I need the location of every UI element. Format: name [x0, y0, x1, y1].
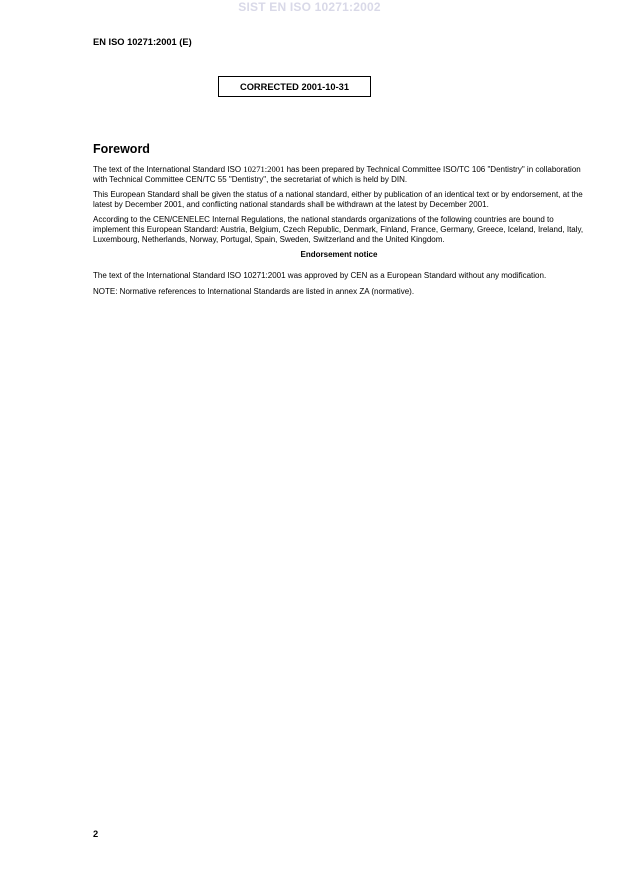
endorsement-heading: Endorsement notice	[300, 250, 378, 260]
foreword-paragraph-3: According to the CEN/CENELEC Internal Regulations, the national standards organizations of the following countries are bound to implement this European Standard: Austria, Belgium, Czech Republic, Denmark, Finland, France, Germany, Greece, Iceland, Ireland, Italy, Luxembourg, Netherlands, Norway, Portugal, Spain, Sweden, Switzerland and the United Kingdom.	[93, 215, 584, 244]
corrected-stamp-label: CORRECTED 2001-10-31	[239, 81, 350, 92]
foreword-section	[93, 142, 585, 302]
foreword-p1-before: The text of the International Standard ISO	[93, 165, 244, 174]
normative-note: NOTE: Normative references to International Standards are listed in annex ZA (normative).	[93, 286, 415, 296]
corrected-stamp	[218, 76, 371, 97]
foreword-p1-after: has been prepared by Technical Committee ISO/TC 106 "Dentistry" in collaboration with Technical Committee CEN/TC 55 "Dentistry", the secretariat of which is held by DIN.	[93, 165, 581, 184]
page-number: 2	[93, 829, 99, 839]
foreword-heading: Foreword	[93, 142, 150, 156]
endorsement-text: The text of the International Standard ISO 10271:2001 was approved by CEN as a European Standard without any modification.	[93, 271, 547, 281]
foreword-paragraph-2: This European Standard shall be given the status of a national standard, either by publication of an identical text or by endorsement, at the latest by December 2001, and conflicting national standards shall be withdrawn at the latest by December 2001.	[93, 190, 583, 209]
foreword-p1-standard-ref: 10271:2001	[243, 164, 285, 174]
watermark-title: SIST EN ISO 10271:2002	[238, 0, 381, 14]
foreword-paragraph-1	[93, 165, 585, 184]
document-id: EN ISO 10271:2001 (E)	[93, 37, 192, 47]
